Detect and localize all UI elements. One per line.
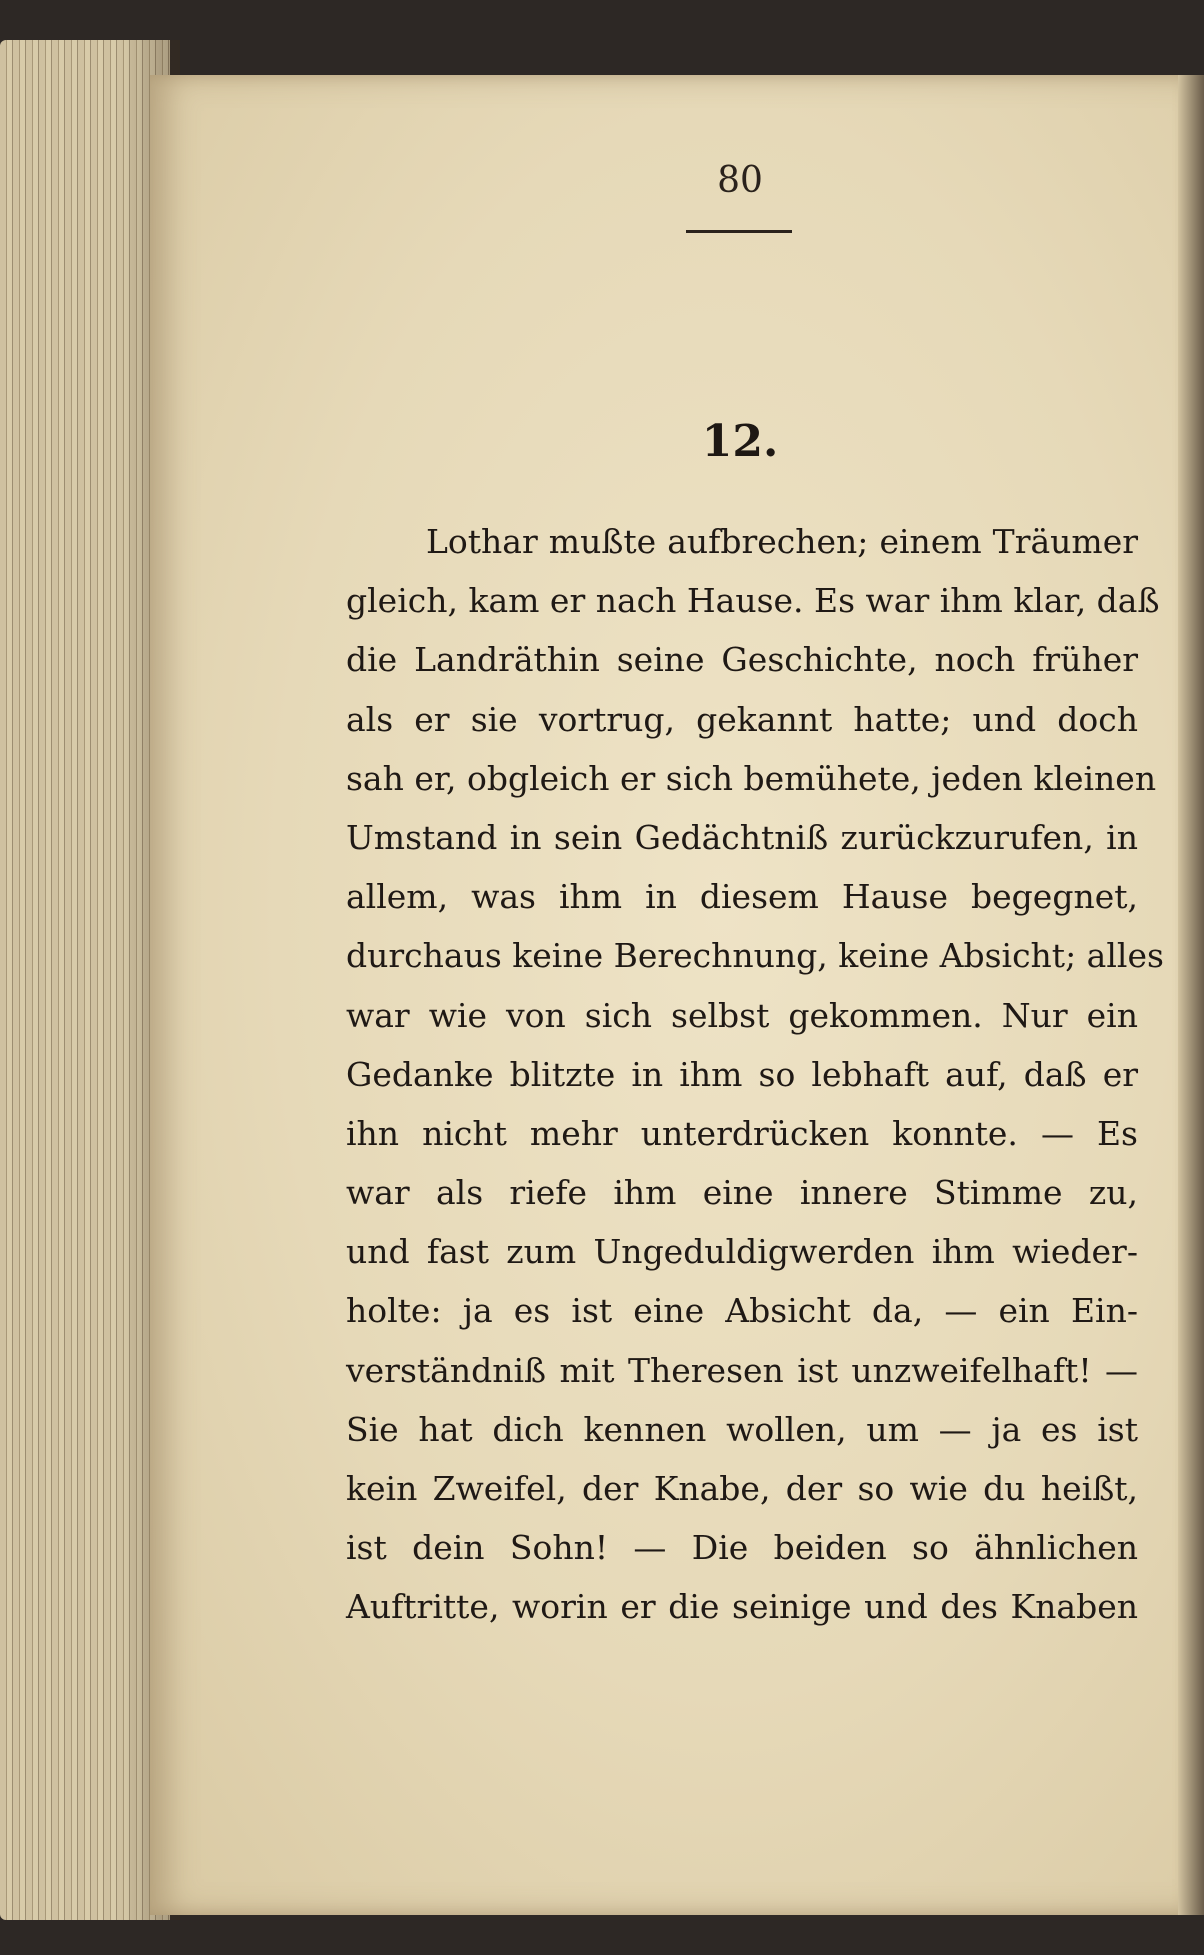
text-line: Gedanke blitzte in ihm so lebhaft auf, daß er (346, 1054, 1138, 1094)
text-line: als er sie vortrug, gekannt hatte; und doch (346, 699, 1138, 739)
text-line: Lothar mußte aufbrechen; einem Träumer (426, 522, 1138, 561)
page-number: 80 (717, 160, 763, 201)
header-rule (686, 230, 792, 233)
text-line: ist dein Sohn! — Die beiden so ähnlichen (346, 1528, 1138, 1568)
text-line: kein Zweifel, der Knabe, der so wie du heißt, (346, 1469, 1138, 1508)
text-line: durchaus keine Berechnung, keine Absicht; alles (346, 936, 1164, 976)
text-line: ihn nicht mehr unterdrücken konnte. — Es (346, 1113, 1138, 1153)
body-text (346, 512, 1164, 1637)
text-line: war als riefe ihm eine innere Stimme zu, (346, 1173, 1138, 1213)
text-line: verständniß mit Theresen ist unzweifelhaft! — (346, 1350, 1138, 1390)
text-line: holte: ja es ist eine Absicht da, — ein Ein- (346, 1291, 1138, 1331)
text-line: und fast zum Ungeduldigwerden ihm wieder- (346, 1232, 1138, 1272)
text-line: gleich, kam er nach Hause. Es war ihm klar, daß (346, 581, 1160, 621)
text-line: Umstand in sein Gedächtniß zurückzurufen, in (346, 817, 1138, 857)
text-line: sah er, obgleich er sich bemühete, jeden kleinen (346, 758, 1157, 798)
text-line: die Landräthin seine Geschichte, noch früher (346, 640, 1138, 680)
text-line: allem, was ihm in diesem Hause begegnet, (346, 877, 1138, 917)
text-line: Sie hat dich kennen wollen, um — ja es ist (346, 1409, 1138, 1449)
text-line: Auftritte, worin er die seinige und des Knaben (346, 1587, 1138, 1627)
chapter-number: 12. (701, 416, 779, 467)
page-right-edge (1178, 75, 1204, 1915)
text-line: war wie von sich selbst gekommen. Nur ein (346, 995, 1138, 1035)
